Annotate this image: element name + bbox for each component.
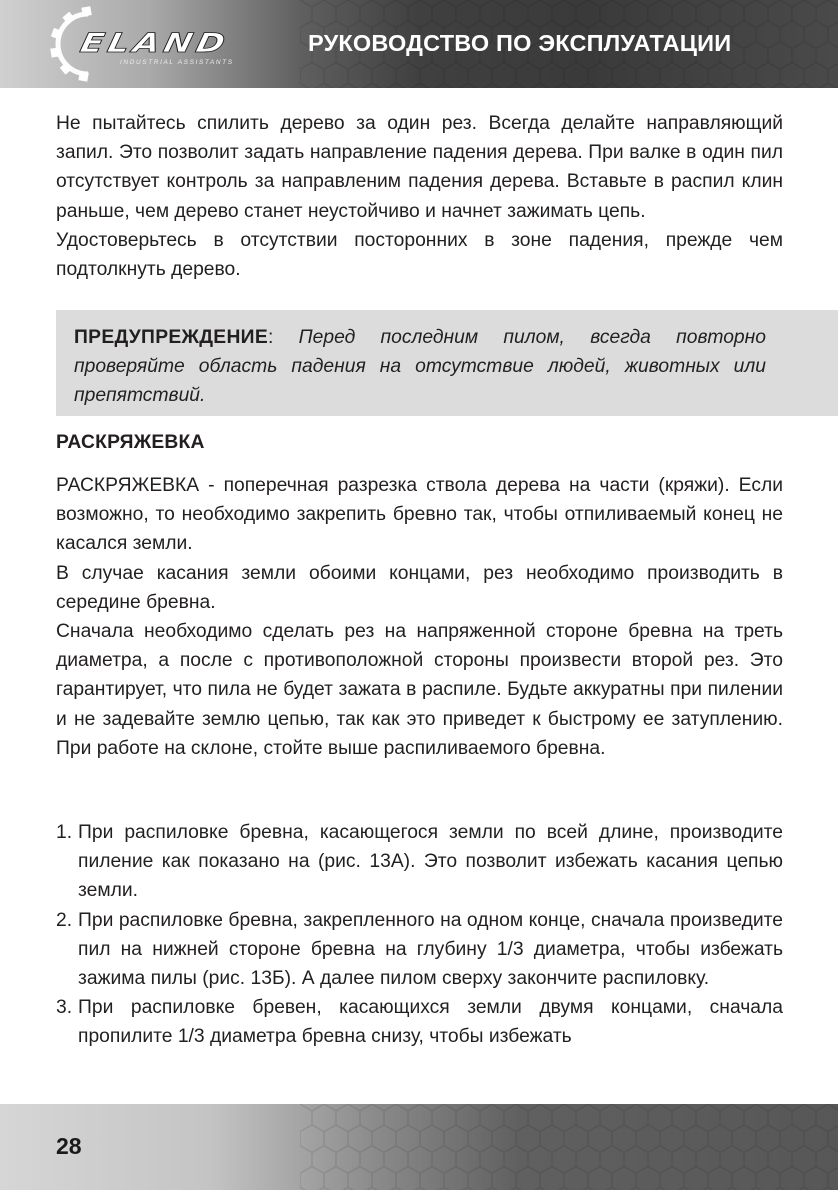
intro-text: [56, 109, 783, 284]
numbered-list: [56, 818, 783, 1052]
list-item-text: При распиловке бревен, касающихся земли двумя концами, сначала пропилите 1/3 диаметра бревна снизу, чтобы избежать: [78, 997, 783, 1048]
list-item: [56, 906, 783, 994]
paragraph: РАСКРЯЖЕВКА - поперечная разрезка ствола дерева на части (кряжи). Если возможно, то необходимо закрепить бревно так, чтобы отпиливаемый конец не касался земли.: [56, 475, 783, 555]
list-item: [56, 818, 783, 906]
warning-box: [56, 310, 838, 416]
warning-text: Перед последним пилом, всегда повторно проверяйте область падения на отсутствие людей, животных или препятствий.: [74, 327, 766, 406]
warning-label: ПРЕДУПРЕЖДЕНИЕ: [74, 327, 268, 348]
list-number: 1.: [56, 822, 73, 843]
page-title: РУКОВОДСТВО ПО ЭКСПЛУАТАЦИИ: [308, 30, 732, 56]
list-item-text: При распиловке бревна, касающегося земли по всей длине, производите пиление как показано на (рис. 13А). Это позволит избежать касания цепью земли.: [78, 822, 783, 902]
eland-logo: [48, 6, 278, 82]
list-item: [56, 993, 783, 1051]
paragraph: Удостоверьтесь в отсутствии посторонних в зоне падения, прежде чем подтолкнуть дерево.: [56, 229, 783, 281]
page-number: 28: [56, 1133, 82, 1159]
logo-subtitle: INDUSTRIAL ASSISTANTS: [120, 59, 234, 66]
warning-separator: :: [268, 327, 299, 348]
paragraph: Не пытайтесь спилить дерево за один рез. Всегда делайте направляющий запил. Это позволит задать направление падения дерева. При валке в один пил отсутствует контроль за направленим падения дерева. Вставьте в распил клин раньше, чем дерево станет неустойчиво и начнет зажимать цепь.: [56, 113, 783, 222]
logo-wordmark: ELAND: [77, 28, 232, 60]
section-heading: РАСКРЯЖЕВКА: [56, 432, 205, 453]
list-item-text: При распиловке бревна, закрепленного на одном конце, сначала произведите пил на нижней стороне бревна на глубину 1/3 диаметра, чтобы избежать зажима пилы (рис. 13Б). А далее пилом сверху закончите распиловку.: [78, 909, 783, 990]
page-header: [0, 0, 838, 88]
paragraph: Сначала необходимо сделать рез на напряженной стороне бревна на треть диаметра, а после с противоположной стороны произвести второй рез. Это гарантирует, что пила не будет зажата в распиле. Будьте аккуратны при пилении и не задевайте землю цепью, так как это приведет к быстрому ее затуплению. При работе на склоне, стойте выше распиливаемого бревна.: [56, 621, 783, 759]
hex-pattern-decoration: [0, 1104, 838, 1190]
list-number: 3.: [56, 997, 73, 1019]
paragraph: В случае касания земли обоими концами, рез необходимо производить в середине бревна.: [56, 562, 783, 613]
list-number: 2.: [56, 909, 73, 931]
page-footer: [0, 1104, 838, 1190]
section-text: [56, 471, 783, 763]
